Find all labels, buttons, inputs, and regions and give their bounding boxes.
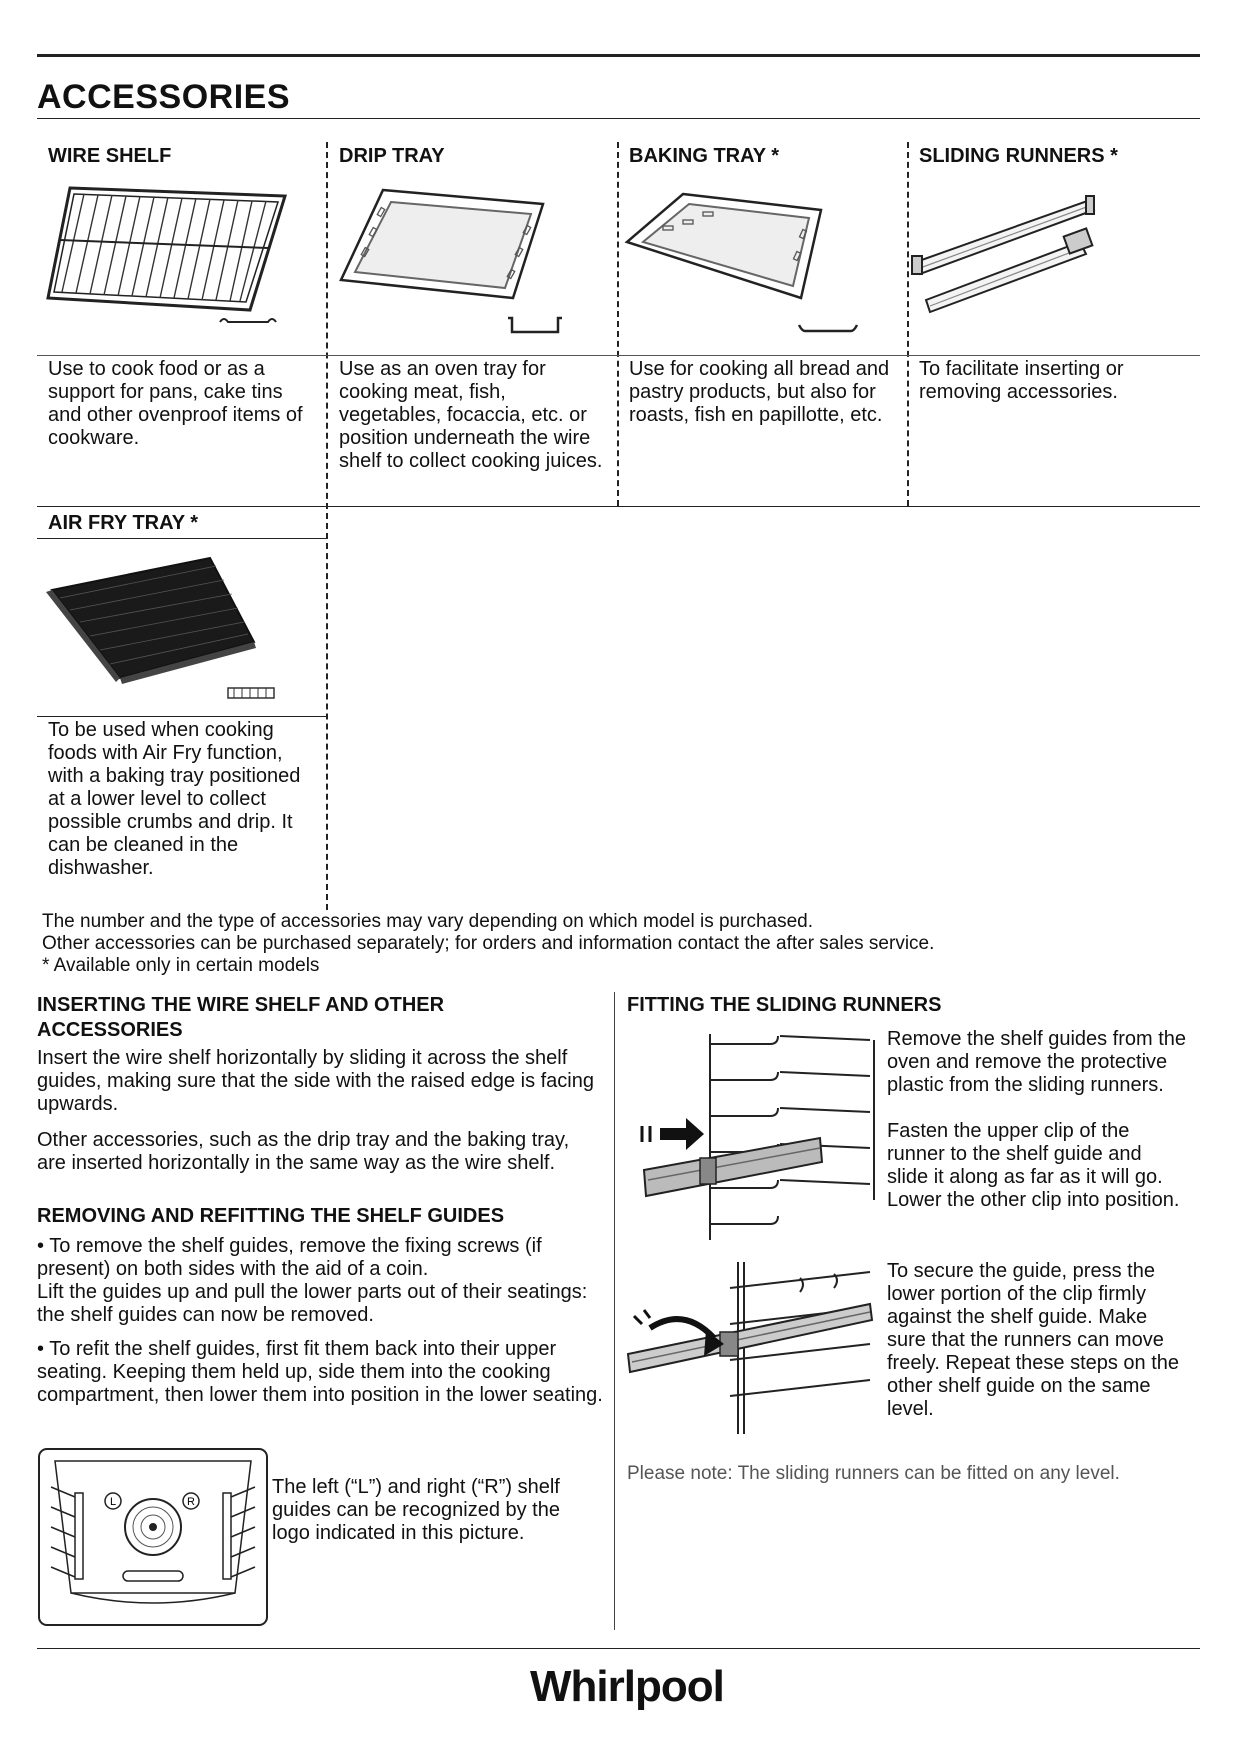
column-divider [326, 142, 328, 910]
fitting-note: Please note: The sliding runners can be fitted on any level. [627, 1463, 1120, 1484]
oven-interior-image [37, 1447, 269, 1627]
baking-tray-image [623, 180, 893, 340]
accessory-name-wire-shelf: WIRE SHELF [48, 145, 172, 167]
fitting-heading: FITTING THE SLIDING RUNNERS [627, 994, 942, 1016]
fitting-paragraph-1: Remove the shelf guides from the oven and remove the protective plastic from the sliding runners. [887, 1028, 1187, 1096]
top-rule [37, 54, 1200, 57]
accessory-description-sliding-runners: To facilitate inserting or removing accessories. [919, 358, 1124, 403]
inserting-paragraph-2: Other accessories, such as the drip tray and the baking tray, are inserted horizontally in the same way as the wire shelf. [37, 1129, 570, 1174]
drip-tray-image [333, 180, 603, 340]
removing-paragraph-3: • To refit the shelf guides, first fit them back into their upper seating. Keeping them held up, side them into the cooking compartment, then lower them into position in the lower seating. [37, 1338, 603, 1406]
inserting-heading: INSERTING THE WIRE SHELF AND OTHER ACCESSORIES [37, 994, 445, 1041]
removing-heading: REMOVING AND REFITTING THE SHELF GUIDES [37, 1205, 505, 1227]
accessory-description-air-fry-tray: To be used when cooking foods with Air Fry function, with a baking tray positioned at a lower level to collect possible crumbs and drip. It can be cleaned in the dishwasher. [48, 719, 301, 879]
right-guide-label: R [187, 1496, 195, 1508]
note-accessories-vary: The number and the type of accessories may vary depending on which model is purchased. [42, 911, 813, 932]
left-guide-label: L [109, 1496, 117, 1508]
inserting-paragraph-1: Insert the wire shelf horizontally by sliding it across the shelf guides, making sure that the side with the raised edge is facing upwards. [37, 1047, 594, 1115]
accessory-description-wire-shelf: Use to cook food or as a support for pans, cake tins and other ovenproof items of cookware. [48, 358, 303, 449]
fitting-step-1-image [630, 1020, 878, 1250]
wire-shelf-image [40, 180, 300, 340]
footer-rule [37, 1648, 1200, 1649]
whirlpool-logo: Whirlpool [530, 1662, 724, 1711]
fitting-paragraph-2: Fasten the upper clip of the runner to the shelf guide and slide it along as far as it will go. Lower the other clip into position. [887, 1120, 1180, 1211]
sliding-runners-image [910, 190, 1110, 320]
title-underline [37, 118, 1200, 119]
air-fry-header-underline [37, 538, 326, 539]
accessory-name-drip-tray: DRIP TRAY [339, 145, 445, 167]
removing-paragraph-1: • To remove the shelf guides, remove the fixing screws (if present) on both sides with the aid of a coin. [37, 1235, 542, 1280]
accessory-description-drip-tray: Use as an oven tray for cooking meat, fish, vegetables, focaccia, etc. or position underneath the wire shelf to collect cooking juices. [339, 358, 603, 472]
guide-recognition-text: The left (“L”) and right (“R”) shelf guides can be recognized by the logo indicated in this picture. [272, 1476, 560, 1544]
accessory-name-baking-tray: BAKING TRAY * [629, 145, 780, 167]
row-separator [37, 506, 1200, 507]
fitting-paragraph-3: To secure the guide, press the lower portion of the clip firmly against the shelf guide. Make sure that the runners can move freely. Repeat these steps on the other shelf guide on the same level. [887, 1260, 1180, 1420]
accessory-name-sliding-runners: SLIDING RUNNERS * [919, 145, 1118, 167]
air-fry-tray-image [40, 550, 290, 710]
column-divider [907, 142, 909, 506]
air-fry-image-underline [37, 716, 326, 717]
note-purchase-separately: Other accessories can be purchased separately; for orders and information contact the after sales service. [42, 933, 935, 954]
note-available-models: * Available only in certain models [42, 955, 320, 976]
accessory-name-air-fry-tray: AIR FRY TRAY * [48, 512, 199, 534]
accessory-description-baking-tray: Use for cooking all bread and pastry products, but also for roasts, fish en papillotte, etc. [629, 358, 890, 426]
page-title: ACCESSORIES [37, 78, 290, 116]
description-separator [37, 355, 1200, 356]
removing-paragraph-2: Lift the guides up and pull the lower parts out of their seatings: the shelf guides can now be removed. [37, 1281, 588, 1326]
fitting-step-2-image [620, 1258, 888, 1438]
section-divider [614, 992, 615, 1630]
column-divider [617, 142, 619, 506]
